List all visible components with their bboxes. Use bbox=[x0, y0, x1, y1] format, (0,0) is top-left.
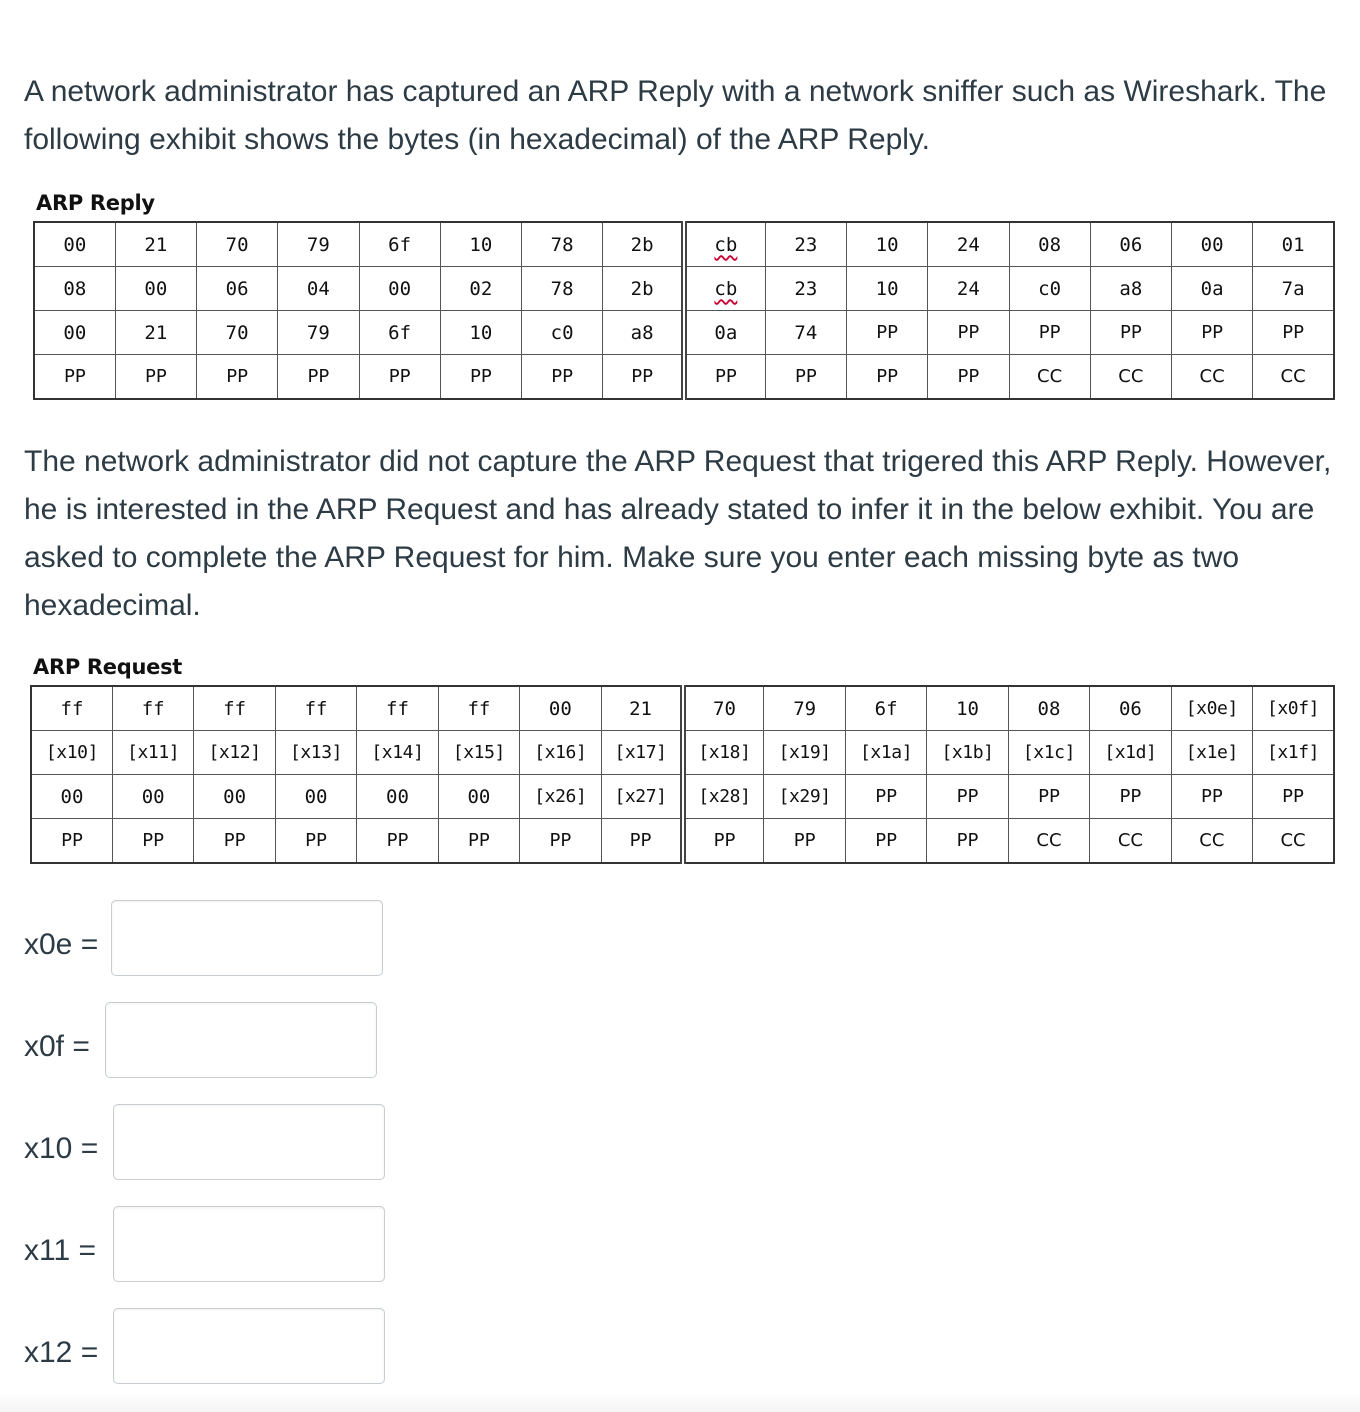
reply-byte-cell: 23 bbox=[765, 222, 846, 267]
reply-row bbox=[34, 311, 1334, 355]
request-byte-cell: PP bbox=[1171, 775, 1252, 819]
answer-input-x12[interactable] bbox=[113, 1308, 385, 1384]
reply-byte-cell: 23 bbox=[765, 267, 846, 311]
reply-byte-cell: PP bbox=[928, 355, 1009, 400]
reply-byte-cell: 00 bbox=[1172, 222, 1253, 267]
arp-reply-body bbox=[34, 222, 1334, 399]
answer-label-x0e: x0e = bbox=[24, 928, 99, 961]
reply-byte-cell: 08 bbox=[34, 267, 115, 311]
request-byte-cell: 08 bbox=[1008, 686, 1089, 731]
answer-input-x11[interactable] bbox=[113, 1206, 385, 1282]
reply-byte-cell: PP bbox=[928, 311, 1009, 355]
answer-input-x0f[interactable] bbox=[105, 1002, 377, 1078]
request-byte-cell: [x19] bbox=[764, 731, 845, 775]
request-byte-cell: PP bbox=[357, 819, 438, 864]
answer-field-x10 bbox=[0, 1104, 420, 1184]
request-byte-cell: [x1b] bbox=[927, 731, 1008, 775]
reply-byte-cell: 10 bbox=[440, 311, 521, 355]
request-byte-cell: PP bbox=[1090, 775, 1171, 819]
request-byte-cell: [x29] bbox=[764, 775, 845, 819]
reply-row bbox=[34, 355, 1334, 400]
request-byte-cell: [x11] bbox=[112, 731, 193, 775]
answer-label-x12: x12 = bbox=[24, 1336, 99, 1369]
request-byte-cell: ff bbox=[275, 686, 356, 731]
reply-byte-cell: 21 bbox=[115, 222, 196, 267]
instructions-paragraph: The network administrator did not capture the ARP Request that trigered this ARP Reply. However, he is interested in the ARP Request and has already stated to infer it in the below exhibit. You are asked to complete the ARP Request for him. Make sure you enter each missing byte as two hexadecimal. bbox=[24, 445, 1332, 622]
intro-paragraph: A network administrator has captured an ARP Reply with a network sniffer such as Wireshark. The following exhibit shows the bytes (in hexadecimal) of the ARP Reply. bbox=[24, 75, 1327, 156]
reply-byte-cell: 78 bbox=[522, 267, 603, 311]
arp-reply-caption: ARP Reply bbox=[36, 191, 155, 215]
answer-field-x12 bbox=[0, 1308, 420, 1388]
request-byte-cell: PP bbox=[845, 819, 926, 864]
reply-byte-cell: CC bbox=[1172, 355, 1253, 400]
request-byte-cell: 00 bbox=[194, 775, 275, 819]
request-byte-cell: [x0f] bbox=[1253, 686, 1334, 731]
request-byte-cell: PP bbox=[31, 819, 112, 864]
reply-byte-cell: 7a bbox=[1253, 267, 1334, 311]
request-byte-cell: [x1e] bbox=[1171, 731, 1252, 775]
reply-byte-cell: PP bbox=[1090, 311, 1171, 355]
bottom-fade bbox=[0, 1392, 1360, 1412]
reply-byte-cell: 6f bbox=[359, 222, 440, 267]
request-row bbox=[31, 775, 1334, 819]
request-byte-cell: [x1c] bbox=[1008, 731, 1089, 775]
reply-byte-cell: 24 bbox=[928, 222, 1009, 267]
reply-byte-cell: c0 bbox=[522, 311, 603, 355]
reply-byte-cell: 2b bbox=[603, 222, 684, 267]
reply-byte-cell: PP bbox=[522, 355, 603, 400]
reply-byte-cell: PP bbox=[115, 355, 196, 400]
reply-byte-cell: 00 bbox=[359, 267, 440, 311]
arp-request-table bbox=[30, 685, 1335, 864]
reply-byte-cell: PP bbox=[603, 355, 684, 400]
request-byte-cell: ff bbox=[438, 686, 519, 731]
request-byte-cell: PP bbox=[438, 819, 519, 864]
request-byte-cell: PP bbox=[927, 819, 1008, 864]
reply-byte-cell: 06 bbox=[1090, 222, 1171, 267]
reply-row bbox=[34, 222, 1334, 267]
reply-byte-cell: 0a bbox=[1172, 267, 1253, 311]
request-byte-cell: PP bbox=[927, 775, 1008, 819]
request-byte-cell: ff bbox=[194, 686, 275, 731]
answer-input-x10[interactable] bbox=[113, 1104, 385, 1180]
request-byte-cell: 00 bbox=[520, 686, 601, 731]
answer-field-x0f bbox=[0, 1002, 420, 1082]
arp-reply-table bbox=[33, 221, 1335, 400]
arp-request-body bbox=[31, 686, 1334, 863]
reply-byte-cell: CC bbox=[1009, 355, 1090, 400]
request-byte-cell: [x10] bbox=[31, 731, 112, 775]
reply-byte-cell: PP bbox=[278, 355, 359, 400]
reply-byte-cell: 00 bbox=[34, 311, 115, 355]
request-byte-cell: 00 bbox=[112, 775, 193, 819]
reply-byte-cell: PP bbox=[197, 355, 278, 400]
reply-byte-cell: 06 bbox=[197, 267, 278, 311]
request-byte-cell: [x15] bbox=[438, 731, 519, 775]
answer-input-x0e[interactable] bbox=[111, 900, 383, 976]
reply-byte-cell: 10 bbox=[847, 222, 928, 267]
request-byte-cell: PP bbox=[520, 819, 601, 864]
reply-byte-cell: PP bbox=[684, 355, 765, 400]
request-byte-cell: ff bbox=[112, 686, 193, 731]
reply-byte-cell: PP bbox=[440, 355, 521, 400]
reply-byte-cell: cb bbox=[684, 222, 765, 267]
request-byte-cell: CC bbox=[1253, 819, 1334, 864]
reply-byte-cell: 0a bbox=[684, 311, 765, 355]
request-byte-cell: PP bbox=[112, 819, 193, 864]
reply-byte-cell: 70 bbox=[197, 311, 278, 355]
reply-byte-cell: 10 bbox=[440, 222, 521, 267]
request-byte-cell: [x17] bbox=[601, 731, 682, 775]
request-byte-cell: 00 bbox=[31, 775, 112, 819]
reply-byte-cell: 21 bbox=[115, 311, 196, 355]
reply-byte-cell: 70 bbox=[197, 222, 278, 267]
reply-byte-cell: 79 bbox=[278, 222, 359, 267]
reply-byte-cell: PP bbox=[1172, 311, 1253, 355]
arp-request-caption: ARP Request bbox=[33, 655, 183, 679]
request-byte-cell: PP bbox=[1253, 775, 1334, 819]
reply-byte-cell: 00 bbox=[115, 267, 196, 311]
request-byte-cell: 70 bbox=[683, 686, 764, 731]
request-byte-cell: CC bbox=[1008, 819, 1089, 864]
request-byte-cell: 00 bbox=[438, 775, 519, 819]
answer-field-x0e bbox=[0, 900, 420, 980]
request-byte-cell: [x12] bbox=[194, 731, 275, 775]
answer-label-x0f: x0f = bbox=[24, 1030, 90, 1063]
request-byte-cell: PP bbox=[845, 775, 926, 819]
request-byte-cell: 10 bbox=[927, 686, 1008, 731]
request-byte-cell: [x0e] bbox=[1171, 686, 1252, 731]
request-byte-cell: PP bbox=[683, 819, 764, 864]
reply-byte-cell: a8 bbox=[603, 311, 684, 355]
reply-byte-cell: PP bbox=[34, 355, 115, 400]
reply-byte-cell: PP bbox=[1009, 311, 1090, 355]
reply-byte-cell: 74 bbox=[765, 311, 846, 355]
reply-byte-cell: PP bbox=[847, 311, 928, 355]
answer-field-x11 bbox=[0, 1206, 420, 1286]
reply-byte-cell: c0 bbox=[1009, 267, 1090, 311]
reply-byte-cell: CC bbox=[1253, 355, 1334, 400]
reply-byte-cell: 78 bbox=[522, 222, 603, 267]
request-row bbox=[31, 819, 1334, 864]
request-byte-cell: 00 bbox=[357, 775, 438, 819]
reply-byte-cell: 04 bbox=[278, 267, 359, 311]
request-byte-cell: 21 bbox=[601, 686, 682, 731]
request-byte-cell: CC bbox=[1171, 819, 1252, 864]
request-row bbox=[31, 686, 1334, 731]
request-byte-cell: [x27] bbox=[601, 775, 682, 819]
request-byte-cell: [x1d] bbox=[1090, 731, 1171, 775]
request-byte-cell: [x28] bbox=[683, 775, 764, 819]
reply-byte-cell: 10 bbox=[847, 267, 928, 311]
reply-row bbox=[34, 267, 1334, 311]
reply-byte-cell: PP bbox=[359, 355, 440, 400]
answer-label-x10: x10 = bbox=[24, 1132, 99, 1165]
request-byte-cell: PP bbox=[1008, 775, 1089, 819]
reply-byte-cell: PP bbox=[1253, 311, 1334, 355]
request-byte-cell: ff bbox=[31, 686, 112, 731]
request-byte-cell: [x26] bbox=[520, 775, 601, 819]
request-byte-cell: 6f bbox=[845, 686, 926, 731]
request-byte-cell: [x13] bbox=[275, 731, 356, 775]
reply-byte-cell: CC bbox=[1090, 355, 1171, 400]
request-byte-cell: PP bbox=[764, 819, 845, 864]
reply-byte-cell: 6f bbox=[359, 311, 440, 355]
request-byte-cell: [x14] bbox=[357, 731, 438, 775]
reply-byte-cell: 02 bbox=[440, 267, 521, 311]
request-byte-cell: [x16] bbox=[520, 731, 601, 775]
request-byte-cell: [x18] bbox=[683, 731, 764, 775]
request-byte-cell: PP bbox=[601, 819, 682, 864]
reply-byte-cell: 2b bbox=[603, 267, 684, 311]
request-row bbox=[31, 731, 1334, 775]
request-byte-cell: 79 bbox=[764, 686, 845, 731]
request-byte-cell: CC bbox=[1090, 819, 1171, 864]
reply-byte-cell: a8 bbox=[1090, 267, 1171, 311]
reply-byte-cell: 01 bbox=[1253, 222, 1334, 267]
request-byte-cell: [x1a] bbox=[845, 731, 926, 775]
reply-byte-cell: cb bbox=[684, 267, 765, 311]
reply-byte-cell: 24 bbox=[928, 267, 1009, 311]
request-byte-cell: 06 bbox=[1090, 686, 1171, 731]
request-byte-cell: ff bbox=[357, 686, 438, 731]
request-byte-cell: [x1f] bbox=[1253, 731, 1334, 775]
reply-byte-cell: 08 bbox=[1009, 222, 1090, 267]
answer-label-x11: x11 = bbox=[24, 1234, 96, 1267]
reply-byte-cell: 79 bbox=[278, 311, 359, 355]
reply-byte-cell: PP bbox=[765, 355, 846, 400]
request-byte-cell: 00 bbox=[275, 775, 356, 819]
reply-byte-cell: PP bbox=[847, 355, 928, 400]
reply-byte-cell: 00 bbox=[34, 222, 115, 267]
request-byte-cell: PP bbox=[275, 819, 356, 864]
request-byte-cell: PP bbox=[194, 819, 275, 864]
